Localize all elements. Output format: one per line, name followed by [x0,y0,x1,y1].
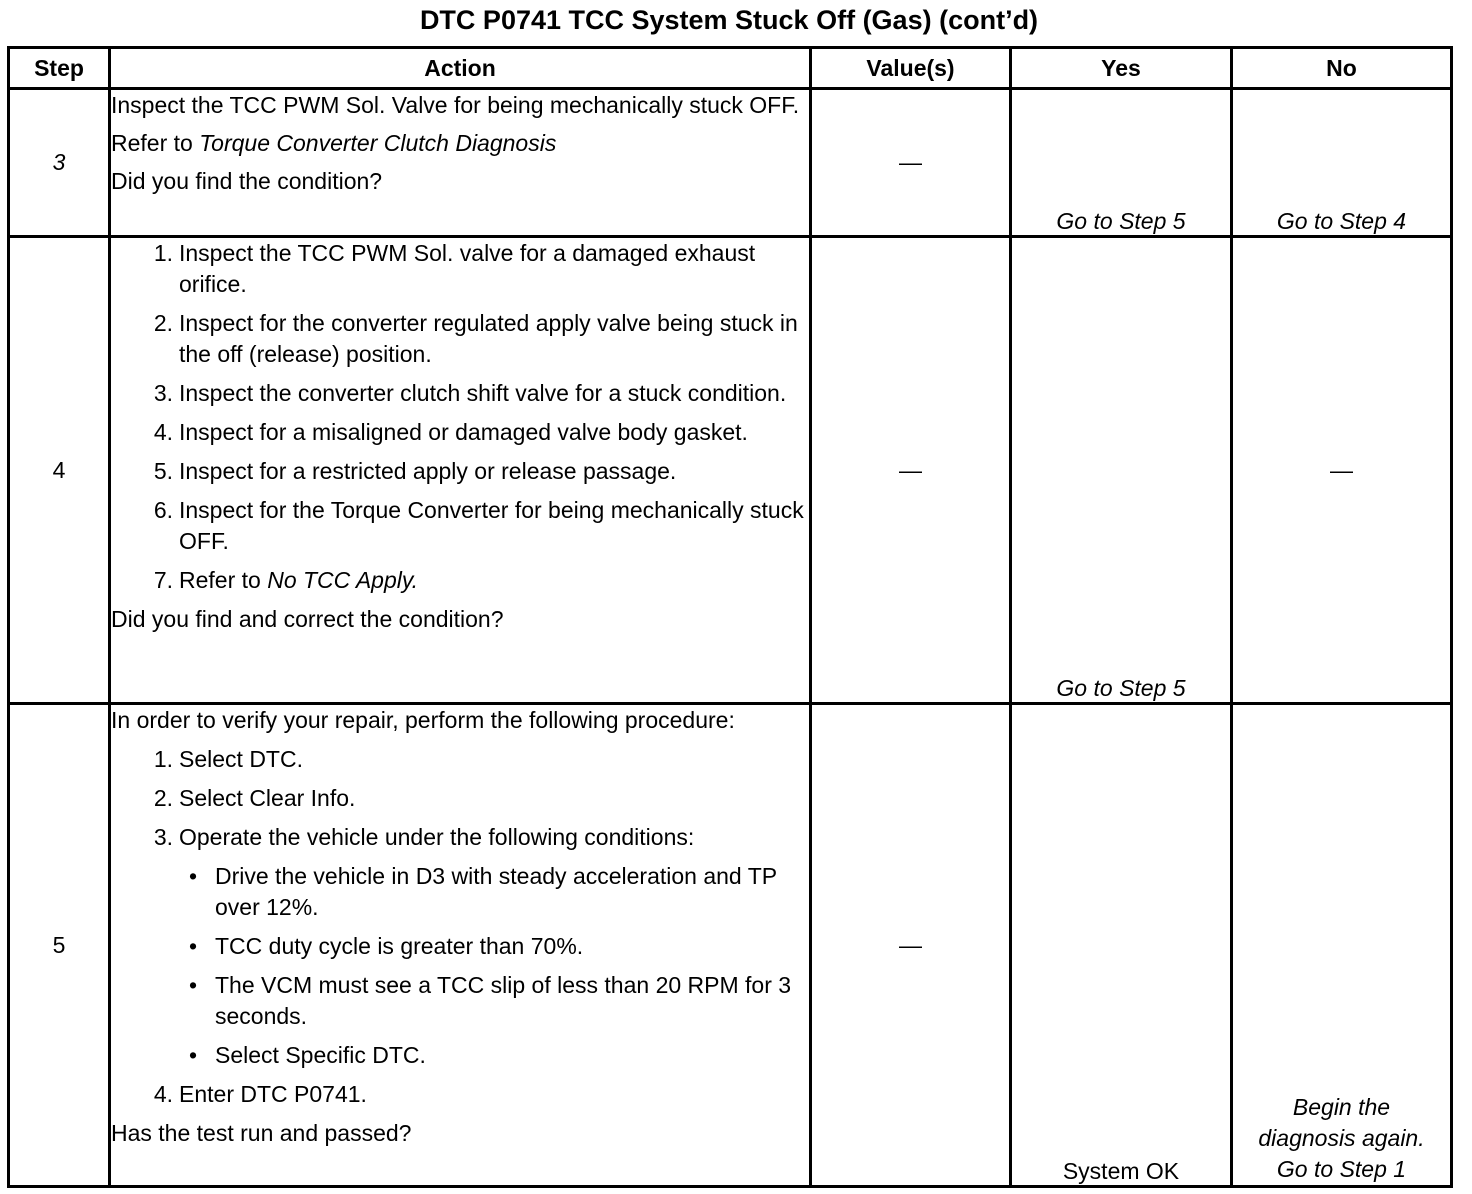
item-text: Inspect for a misaligned or damaged valve body gasket. [179,419,748,446]
step-cell [9,89,110,237]
item-text: Select DTC. [179,746,303,773]
item-number: 1. [153,746,173,773]
header-yes: Yes [1011,48,1232,89]
bullet-glyph: • [189,972,198,999]
list-item [111,744,809,775]
action-cell [110,704,811,1187]
list-item [111,1079,809,1110]
list-item [111,495,809,557]
value-dash: — [899,931,922,958]
value-dash: — [899,456,922,483]
refer-prefix: Refer to [111,130,200,156]
no-result-line: diagnosis again. [1258,1125,1425,1151]
bullet-item [179,861,809,923]
no-result-line: Go to Step 1 [1276,1156,1407,1182]
item-number: 3. [153,380,173,407]
item-text: Enter DTC P0741. [179,1081,367,1108]
header-action: Action [110,48,811,89]
bullet-glyph: • [189,863,198,890]
bullet-text: TCC duty cycle is greater than 70%. [215,933,584,960]
list-item [111,783,809,814]
bullet-glyph: • [189,1042,198,1069]
list-item [111,238,809,300]
bullet-text: The VCM must see a TCC slip of less than 20 RPM for 3 seconds. [215,972,792,1030]
yes-cell [1011,704,1232,1187]
bullet-item [179,931,809,962]
item-text: Operate the vehicle under the following conditions: [179,824,695,851]
yes-cell [1011,237,1232,704]
value-cell [811,237,1011,704]
no-cell [1232,89,1452,237]
action-cell [110,89,811,237]
refer-line [111,128,809,159]
item-number: 2. [153,785,173,812]
condition-list [179,861,809,1071]
list-item [111,456,809,487]
action-intro: In order to verify your repair, perform the following procedure: [111,707,735,734]
action-question: Did you find the condition? [111,168,383,194]
step-number: 5 [52,931,66,958]
bullet-item [179,1040,809,1071]
item-number: 5. [153,458,173,485]
list-item [111,822,809,1071]
table-row-step-4 [9,237,1452,704]
value-dash: — [899,149,922,176]
bullet-text: Select Specific DTC. [215,1042,426,1069]
value-cell [811,704,1011,1187]
page-title: DTC P0741 TCC System Stuck Off (Gas) (cont’d) [419,5,1039,35]
item-number: 7. [153,567,173,594]
value-cell [811,89,1011,237]
item-number: 4. [153,419,173,446]
item-text: Inspect for the converter regulated apply valve being stuck in the off (release) position. [179,310,798,368]
header-values: Value(s) [811,48,1011,89]
table-row-step-3 [9,89,1452,237]
no-result-line: Begin the [1292,1094,1391,1120]
item-text: Inspect the TCC PWM Sol. valve for a damaged exhaust orifice. [179,240,756,298]
item-number: 1. [153,240,173,267]
table-row-step-5 [9,704,1452,1187]
no-dash: — [1330,456,1353,483]
list-item [111,417,809,448]
bullet-text: Drive the vehicle in D3 with steady acceleration and TP over 12%. [215,863,777,921]
item-text: Inspect for a restricted apply or release passage. [179,458,677,485]
yes-cell [1011,89,1232,237]
item-text: Inspect the converter clutch shift valve for a stuck condition. [179,380,787,407]
list-item [111,565,809,596]
procedure-list [111,238,809,596]
item-number: 6. [153,497,173,524]
refer-link: No TCC Apply. [267,567,419,594]
action-question: Did you find and correct the condition? [111,606,504,633]
list-item [111,378,809,409]
bullet-glyph: • [189,933,198,960]
action-text: Inspect the TCC PWM Sol. Valve for being mechanically stuck OFF. [111,92,800,118]
no-result: Go to Step 4 [1276,208,1407,235]
item-number: 3. [153,824,173,851]
list-item [111,308,809,370]
yes-result: System OK [1062,1158,1180,1184]
diagnostic-table [7,46,1453,1188]
step-number: 3 [52,149,66,176]
refer-prefix: Refer to [179,567,268,594]
yes-result: Go to Step 5 [1056,675,1186,702]
step-number: 4 [52,456,66,483]
header-step: Step [9,48,110,89]
action-question: Has the test run and passed? [111,1120,412,1147]
step-cell [9,704,110,1187]
item-text: Select Clear Info. [179,785,356,812]
procedure-list [111,744,809,1110]
item-text: Inspect for the Torque Converter for being mechanically stuck OFF. [179,497,804,555]
header-row [9,48,1452,89]
yes-result: Go to Step 5 [1056,208,1186,235]
item-number: 4. [153,1081,173,1108]
bullet-item [179,970,809,1032]
header-no: No [1232,48,1452,89]
step-cell [9,237,110,704]
refer-link: Torque Converter Clutch Diagnosis [199,130,557,156]
action-cell [110,237,811,704]
no-cell [1232,237,1452,704]
no-cell [1232,704,1452,1187]
item-number: 2. [153,310,173,337]
